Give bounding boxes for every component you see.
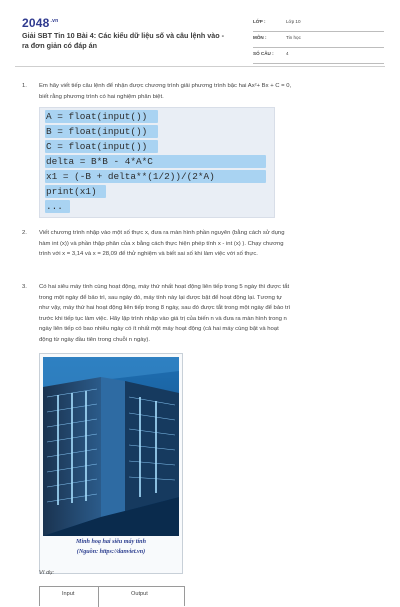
code-line: x1 = (-B + delta**(1/2))/(2*A) — [45, 170, 266, 183]
question-text — [39, 228, 374, 260]
question-number: 1. — [22, 83, 27, 89]
question-line: Viết chương trình nhập vào một số thực x, đưa ra màn hình phần nguyên (bằng cách sử dụng — [39, 230, 285, 236]
meta-row-subject — [253, 32, 384, 48]
question-line: trong một ngày để bảo trì, sau ngày đó, máy tính này lại được bật để hoạt động lại. Tương tự — [39, 294, 283, 301]
question-line: ngày liên tiếp có bao nhiêu ngày có ít nhất một máy hoạt động (cả hai máy cùng bật và hoạt — [39, 326, 279, 333]
meta-value: 4 — [286, 51, 289, 56]
code-line: B = float(input()) — [45, 125, 158, 138]
logo-suffix: .vn — [50, 18, 59, 24]
page-title — [22, 31, 236, 51]
meta-info — [253, 16, 384, 64]
caption-line: Minh hoạ hai siêu máy tính — [76, 539, 146, 545]
question-line: Có hai siêu máy tính cùng hoạt động, máy thứ nhất hoạt động liên tiếp trong 5 ngày thì được tắt — [39, 284, 290, 290]
question-line: hàm int (x)) và phần thập phân của x bằng cách thực hiện phép tính x - int (x) ). Chạy chương — [39, 240, 284, 247]
figure-caption — [44, 537, 178, 557]
meta-key: MÔN : — [253, 35, 267, 40]
code-line: C = float(input()) — [45, 140, 158, 153]
meta-value: Tin học — [286, 35, 301, 40]
io-header-output: Output — [131, 591, 148, 597]
question-text — [39, 81, 374, 102]
caption-source: (Nguồn: https://danviet.vn) — [76, 549, 146, 555]
page-header — [22, 14, 384, 60]
code-line: ... — [45, 200, 70, 213]
header-divider — [15, 66, 385, 67]
meta-row-class — [253, 16, 384, 32]
supercomputer-photo — [43, 357, 179, 536]
title-line: ra đơn giản có đáp án — [22, 41, 97, 50]
question-number: 3. — [22, 284, 27, 290]
meta-key: LỚP : — [253, 19, 266, 24]
question-line: động từ ngày đầu tiên trong chuỗi n ngày). — [39, 336, 151, 343]
example-label: Ví dụ: — [39, 570, 55, 576]
question-line: trình với x = 3,14 và x = 28,09 để thử nghiệm và biết sai số khi làm việc với số thực. — [39, 251, 258, 258]
question-line: như vậy, máy thứ hai hoạt động liên tiếp trong 8 ngày, sau đó được tắt trong một ngày để bảo trì — [39, 305, 291, 312]
code-line: A = float(input()) — [45, 110, 158, 123]
question-line: biết rằng phương trình có hai nghiệm phân biệt. — [39, 93, 164, 100]
question-number: 2. — [22, 230, 27, 236]
io-header-input: Input — [62, 591, 75, 597]
logo-text: 2048 — [22, 16, 50, 30]
code-snippet-image — [39, 107, 275, 218]
question-line: Em hãy viết tiếp câu lệnh để nhận được chương trình giải phương trình bậc hai Ax²+ Bx + C = 0, — [39, 83, 292, 89]
code-line: print(x1) — [45, 185, 106, 198]
question-line: trước khi tiếp tục làm việc. Hãy lập trình nhập vào giá trị của biến n và đưa ra màn hình trong n — [39, 315, 287, 322]
site-logo[interactable] — [22, 16, 58, 30]
meta-key: SỐ CÂU : — [253, 51, 274, 56]
supercomputer-figure — [39, 353, 183, 574]
title-line: Giải SBT Tin 10 Bài 4: Các kiểu dữ liệu số và câu lệnh vào - — [22, 31, 224, 40]
question-text — [39, 282, 374, 346]
io-example-table — [39, 586, 185, 606]
meta-value: Lớp 10 — [286, 19, 301, 24]
io-separator — [98, 587, 99, 607]
code-line: delta = B*B - 4*A*C — [45, 155, 266, 168]
meta-row-count — [253, 48, 384, 64]
